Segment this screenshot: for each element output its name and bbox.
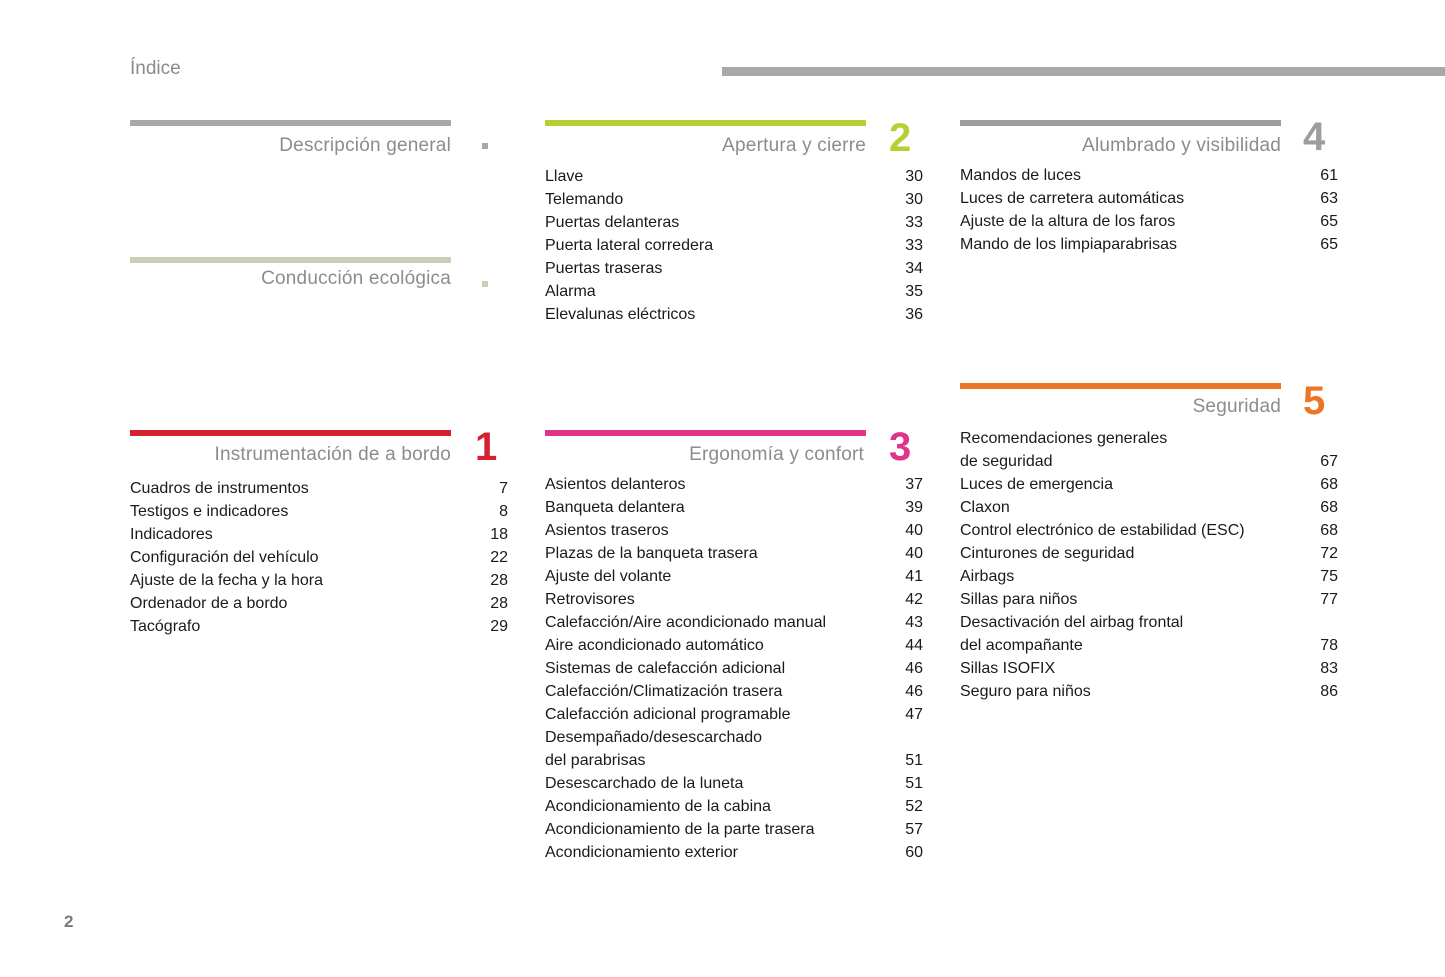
toc-entry-label: Configuración del vehículo (130, 549, 319, 566)
section-3-ergonomia[interactable] (545, 425, 923, 870)
section-title: Conducción ecológica (261, 268, 451, 289)
toc-entry[interactable] (130, 569, 508, 592)
section-bar (960, 120, 1281, 126)
toc-entry-label: Indicadores (130, 526, 213, 543)
section-title: Apertura y cierre (722, 135, 866, 156)
toc-entry[interactable] (960, 187, 1338, 210)
toc-entry-label: Desactivación del airbag frontal del acompañante (960, 614, 1184, 654)
toc-entry-page: 36 (905, 306, 923, 323)
toc-entry-label: Plazas de la banqueta trasera (545, 545, 758, 562)
toc-entry-page: 29 (490, 618, 508, 635)
toc-entry-label: Puerta lateral corredera (545, 237, 714, 254)
toc-entry-page: 39 (905, 499, 923, 516)
toc-entry-page: 51 (905, 752, 923, 769)
toc-entry-page: 33 (905, 214, 923, 231)
section-number: 5 (1303, 379, 1326, 423)
toc-entry-page: 60 (905, 844, 923, 861)
toc-entry[interactable] (545, 841, 923, 864)
toc-entry[interactable] (545, 795, 923, 818)
toc-entry-label: Asientos delanteros (545, 476, 686, 493)
toc-entry[interactable] (545, 303, 923, 326)
section-title: Seguridad (1192, 396, 1281, 417)
toc-entry[interactable] (545, 680, 923, 703)
toc-entry-label: Telemando (545, 191, 624, 208)
entry-list (960, 427, 1338, 703)
toc-entry-page: 28 (490, 595, 508, 612)
toc-entry-label: Luces de carretera automáticas (960, 190, 1185, 207)
toc-entry[interactable] (545, 772, 923, 795)
toc-entry-label: Sillas ISOFIX (960, 660, 1056, 677)
section-bar (130, 430, 451, 436)
section-number: 3 (889, 425, 912, 469)
toc-entry-label: Retrovisores (545, 591, 635, 608)
toc-entry[interactable] (545, 657, 923, 680)
toc-entry[interactable] (960, 519, 1338, 542)
toc-entry-label: Testigos e indicadores (130, 503, 289, 520)
toc-entry-label: Ordenador de a bordo (130, 595, 288, 612)
toc-entry-label: Cinturones de seguridad (960, 545, 1135, 562)
toc-entry-label: Recomendaciones generales de seguridad (960, 430, 1168, 470)
entry-list (545, 473, 923, 864)
toc-entry-page: 34 (905, 260, 923, 277)
toc-entry-page: 18 (490, 526, 508, 543)
section-marker (482, 143, 488, 149)
toc-entry[interactable] (545, 703, 923, 726)
toc-entry[interactable] (545, 519, 923, 542)
toc-entry-label: Calefacción/Aire acondicionado manual (545, 614, 827, 631)
toc-entry[interactable] (545, 257, 923, 280)
toc-entry-label: Control electrónico de estabilidad (ESC) (960, 522, 1245, 539)
section-bar (545, 430, 866, 436)
toc-entry-label: Banqueta delantera (545, 499, 685, 516)
toc-entry-page: 75 (1320, 568, 1338, 585)
toc-entry-page: 65 (1320, 236, 1338, 253)
toc-entry[interactable] (545, 165, 923, 188)
toc-entry-page: 30 (905, 191, 923, 208)
toc-entry[interactable] (960, 164, 1338, 187)
toc-entry-label: Cuadros de instrumentos (130, 480, 309, 497)
section-title: Ergonomía y confort (689, 444, 864, 465)
toc-entry-page: 35 (905, 283, 923, 300)
toc-entry-page: 57 (905, 821, 923, 838)
toc-entry-page: 7 (499, 480, 508, 497)
toc-entry-page: 86 (1320, 683, 1338, 700)
toc-entry-label: Aire acondicionado automático (545, 637, 764, 654)
toc-entry-page: 83 (1320, 660, 1338, 677)
toc-entry-label: Acondicionamiento de la parte trasera (545, 821, 815, 838)
toc-entry[interactable] (960, 210, 1338, 233)
toc-entry[interactable] (545, 818, 923, 841)
toc-entry-page: 78 (1320, 637, 1338, 654)
section-title: Descripción general (279, 135, 451, 156)
toc-entry-page: 77 (1320, 591, 1338, 608)
toc-entry-label: Llave (545, 168, 584, 185)
toc-entry[interactable] (545, 234, 923, 257)
toc-entry-label: Ajuste de la altura de los faros (960, 213, 1176, 230)
toc-entry[interactable] (545, 588, 923, 611)
toc-entry[interactable] (960, 496, 1338, 519)
toc-entry[interactable] (960, 565, 1338, 588)
toc-entry[interactable] (130, 500, 508, 523)
toc-entry[interactable] (960, 588, 1338, 611)
toc-entry-page: 43 (905, 614, 923, 631)
toc-entry-label: Puertas delanteras (545, 214, 680, 231)
toc-entry-page: 61 (1320, 167, 1338, 184)
section-number: 1 (475, 425, 498, 469)
toc-entry[interactable] (960, 473, 1338, 496)
section-bar (545, 120, 866, 126)
toc-entry-page: 68 (1320, 499, 1338, 516)
toc-entry[interactable] (960, 611, 1338, 657)
toc-entry-page: 22 (490, 549, 508, 566)
toc-entry-label: Ajuste del volante (545, 568, 672, 585)
toc-entry-label: Desempañado/desescarchado del parabrisas (545, 729, 763, 769)
section-bar (130, 257, 451, 263)
toc-entry[interactable] (545, 726, 923, 772)
title-rule (722, 67, 1445, 76)
toc-entry-label: Sistemas de calefacción adicional (545, 660, 786, 677)
page-number: 2 (64, 912, 74, 931)
toc-entry-label: Alarma (545, 283, 596, 300)
toc-entry-label: Mandos de luces (960, 167, 1081, 184)
toc-entry-label: Luces de emergencia (960, 476, 1113, 493)
toc-entry-label: Calefacción adicional programable (545, 706, 791, 723)
toc-entry-page: 51 (905, 775, 923, 792)
toc-entry[interactable] (130, 477, 508, 500)
section-marker (482, 281, 488, 287)
toc-entry-page: 41 (905, 568, 923, 585)
toc-entry[interactable] (545, 496, 923, 519)
toc-entry-page: 68 (1320, 522, 1338, 539)
toc-entry-page: 42 (905, 591, 923, 608)
toc-entry-label: Sillas para niños (960, 591, 1078, 608)
toc-entry-page: 46 (905, 660, 923, 677)
toc-entry[interactable] (545, 188, 923, 211)
toc-entry-label: Puertas traseras (545, 260, 663, 277)
toc-entry-page: 65 (1320, 213, 1338, 230)
section-1-instrumentacion[interactable] (130, 425, 508, 640)
section-bar (960, 383, 1281, 389)
entry-list (130, 477, 508, 638)
toc-entry-label: Seguro para niños (960, 683, 1091, 700)
toc-entry-page: 37 (905, 476, 923, 493)
toc-entry-page: 28 (490, 572, 508, 589)
toc-entry[interactable] (960, 542, 1338, 565)
page-title: Índice (130, 58, 181, 79)
toc-entry-page: 72 (1320, 545, 1338, 562)
section-title: Alumbrado y visibilidad (1082, 135, 1281, 156)
section-2-apertura[interactable] (545, 116, 923, 330)
section-title: Instrumentación de a bordo (214, 444, 451, 465)
toc-entry[interactable] (960, 680, 1338, 703)
toc-entry[interactable] (130, 523, 508, 546)
toc-entry[interactable] (130, 546, 508, 569)
toc-entry-page: 46 (905, 683, 923, 700)
toc-entry[interactable] (545, 280, 923, 303)
toc-entry[interactable] (960, 657, 1338, 680)
toc-entry-page: 33 (905, 237, 923, 254)
toc-entry[interactable] (130, 592, 508, 615)
toc-entry-label: Ajuste de la fecha y la hora (130, 572, 324, 589)
entry-list (545, 165, 923, 326)
toc-entry-page: 40 (905, 522, 923, 539)
section-conduccion-ecologica[interactable] (130, 257, 508, 297)
toc-entry-label: Acondicionamiento exterior (545, 844, 738, 861)
toc-entry-label: Desescarchado de la luneta (545, 775, 744, 792)
toc-entry[interactable] (960, 233, 1338, 256)
toc-entry-page: 63 (1320, 190, 1338, 207)
toc-entry-page: 67 (1320, 453, 1338, 470)
toc-entry-page: 52 (905, 798, 923, 815)
toc-entry[interactable] (960, 427, 1338, 473)
toc-entry-label: Elevalunas eléctricos (545, 306, 696, 323)
toc-entry-label: Calefacción/Climatización trasera (545, 683, 783, 700)
toc-entry-page: 40 (905, 545, 923, 562)
toc-entry-label: Claxon (960, 499, 1010, 516)
toc-entry[interactable] (545, 634, 923, 657)
section-descripcion-general[interactable] (130, 120, 508, 160)
toc-entry-page: 47 (905, 706, 923, 723)
toc-entry-page: 68 (1320, 476, 1338, 493)
toc-entry[interactable] (130, 615, 508, 638)
entry-list (960, 164, 1338, 256)
toc-entry-label: Acondicionamiento de la cabina (545, 798, 771, 815)
toc-entry-label: Asientos traseros (545, 522, 669, 539)
toc-entry-page: 44 (905, 637, 923, 654)
section-4-alumbrado[interactable] (960, 115, 1338, 270)
toc-entry-label: Airbags (960, 568, 1015, 585)
toc-entry-label: Tacógrafo (130, 618, 201, 635)
toc-entry[interactable] (545, 542, 923, 565)
toc-entry[interactable] (545, 565, 923, 588)
toc-entry[interactable] (545, 611, 923, 634)
toc-entry-page: 30 (905, 168, 923, 185)
section-number: 2 (889, 116, 912, 160)
section-bar (130, 120, 451, 126)
toc-entry-label: Mando de los limpiaparabrisas (960, 236, 1177, 253)
section-5-seguridad[interactable] (960, 379, 1338, 703)
section-number: 4 (1303, 115, 1326, 159)
toc-entry[interactable] (545, 473, 923, 496)
toc-entry-page: 8 (499, 503, 508, 520)
toc-entry[interactable] (545, 211, 923, 234)
